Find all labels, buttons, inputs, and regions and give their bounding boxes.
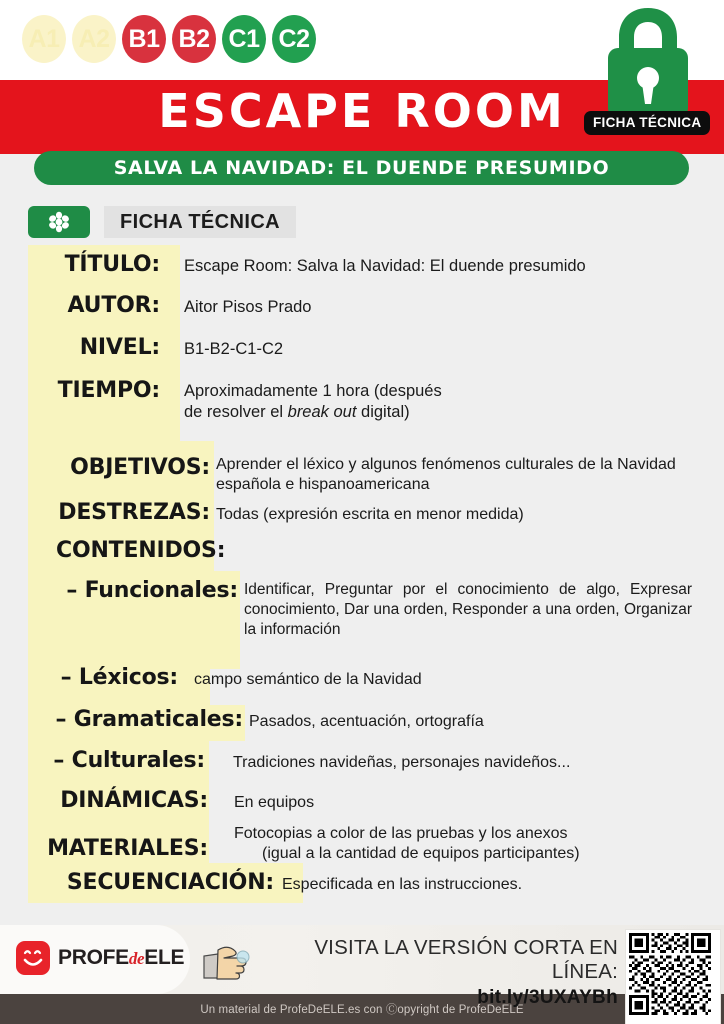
field-row-titulo — [28, 252, 708, 277]
field-label-nivel: NIVEL: — [79, 335, 160, 360]
field-value-funcionales: Identificar, Preguntar por el conocimiento de algo, Expresar conocimiento, Dar una orden, Responder a una orden, Organizar la información — [244, 581, 692, 638]
tiempo-emphasis: break out — [287, 403, 357, 422]
field-value-objetivos: Aprender el léxico y algunos fenómenos culturales de la Navidad española e hispanoamericana — [216, 456, 676, 494]
field-row-secuenciacion — [28, 870, 718, 895]
level-badge-a2 — [72, 15, 116, 63]
field-label-secuenciacion: SECUENCIACIÓN: — [66, 870, 274, 895]
tiempo-post: digital) — [356, 403, 410, 422]
field-row-contenidos — [28, 538, 718, 563]
qr-code-icon — [629, 933, 711, 1015]
field-row-funcionales — [28, 578, 718, 639]
level-badge-c1 — [222, 15, 266, 63]
level-badge-a2-label: A2 — [78, 24, 110, 53]
field-value-tiempo-line2 — [184, 402, 442, 423]
level-badges-row — [22, 15, 316, 63]
field-label-gramaticales: – Gramaticales: — [55, 707, 243, 732]
smiley-logo-icon — [16, 941, 50, 975]
field-label-titulo: TÍTULO: — [64, 252, 160, 277]
profedeele-logo[interactable] — [16, 941, 184, 975]
logo-de: de — [128, 949, 145, 968]
field-label-culturales: – Culturales: — [53, 748, 205, 773]
field-row-culturales — [28, 748, 718, 773]
pointing-hand-icon — [196, 936, 254, 986]
field-value-lexicos: campo semántico de la Navidad — [194, 671, 422, 688]
visit-online-block[interactable] — [258, 936, 618, 1009]
level-badge-b2-label: B2 — [178, 24, 210, 53]
field-value-destrezas: Todas (expresión escrita en menor medida) — [216, 506, 524, 523]
field-value-materiales-line2: (igual a la cantidad de equipos participantes) — [262, 845, 580, 863]
padlock-icon — [598, 4, 698, 122]
field-row-nivel — [28, 335, 708, 360]
qr-code[interactable] — [626, 930, 720, 1024]
field-row-materiales — [28, 824, 718, 865]
subtitle-text: SALVA LA NAVIDAD: EL DUENDE PRESUMIDO — [113, 157, 610, 179]
field-row-gramaticales — [28, 707, 718, 732]
field-value-tiempo-line1: Aproximadamente 1 hora (después — [184, 382, 442, 400]
field-value-materiales — [234, 824, 580, 865]
field-label-lexicos: – Léxicos: — [60, 665, 178, 690]
field-label-autor: AUTOR: — [67, 293, 160, 318]
smiley-face-icon — [16, 941, 50, 975]
level-badge-c2 — [272, 15, 316, 63]
field-value-dinamicas: En equipos — [234, 794, 315, 811]
profedeele-wordmark — [58, 946, 184, 970]
visit-line-1: VISITA LA VERSIÓN CORTA EN LÍNEA: — [314, 936, 618, 983]
copyright-text: Un material de ProfeDeELE.es con Ⓒopyright de ProfeDeELE — [200, 1004, 524, 1016]
level-badge-b2 — [172, 15, 216, 63]
section-title-box — [104, 206, 296, 238]
field-value-titulo: Escape Room: Salva la Navidad: El duende presumido — [184, 257, 586, 275]
subtitle-pill — [34, 151, 689, 185]
field-row-lexicos — [28, 665, 718, 690]
field-value-materiales-line1: Fotocopias a color de las pruebas y los anexos — [234, 825, 568, 842]
flower-asterisk-icon — [48, 211, 70, 233]
field-row-dinamicas — [28, 788, 718, 813]
field-label-objetivos: OBJETIVOS: — [70, 455, 210, 480]
field-label-materiales: MATERIALES: — [47, 836, 208, 861]
field-row-objetivos — [28, 455, 718, 496]
field-value-gramaticales: Pasados, acentuación, ortografía — [249, 713, 484, 730]
field-label-destrezas: DESTREZAS: — [58, 500, 210, 525]
level-badge-b1-label: B1 — [128, 24, 160, 53]
field-label-contenidos: CONTENIDOS: — [56, 538, 226, 563]
level-badge-c2-label: C2 — [278, 24, 310, 53]
level-badge-a1-label: A1 — [28, 24, 60, 53]
field-value-culturales: Tradiciones navideñas, personajes navideños... — [233, 754, 571, 771]
field-value-autor: Aitor Pisos Prado — [184, 298, 312, 316]
field-label-dinamicas: DINÁMICAS: — [60, 788, 208, 813]
field-row-autor — [28, 293, 708, 318]
lock-ficha-tecnica-badge: FICHA TÉCNICA — [584, 111, 710, 135]
visit-short-url[interactable]: bit.ly/3UXAYBh — [477, 987, 618, 1008]
section-header — [28, 206, 296, 238]
field-value-nivel: B1-B2-C1-C2 — [184, 340, 284, 358]
field-value-tiempo — [184, 378, 442, 423]
field-row-destrezas — [28, 500, 718, 525]
section-title: FICHA TÉCNICA — [120, 210, 281, 233]
field-label-funcionales: – Funcionales: — [66, 578, 238, 603]
field-value-secuenciacion: Especificada en las instrucciones. — [282, 876, 523, 893]
lock-badge-group — [584, 4, 712, 139]
level-badge-b1 — [122, 15, 166, 63]
level-badge-c1-label: C1 — [228, 24, 260, 53]
field-row-tiempo — [28, 378, 708, 423]
level-badge-a1 — [22, 15, 66, 63]
page-title: ESCAPE ROOM — [158, 84, 566, 138]
logo-profe: PROFE — [58, 946, 129, 969]
logo-ele: ELE — [144, 946, 185, 969]
tiempo-pre: de resolver el — [184, 403, 288, 422]
section-icon-box — [28, 206, 90, 238]
field-label-tiempo: TIEMPO: — [57, 378, 160, 403]
